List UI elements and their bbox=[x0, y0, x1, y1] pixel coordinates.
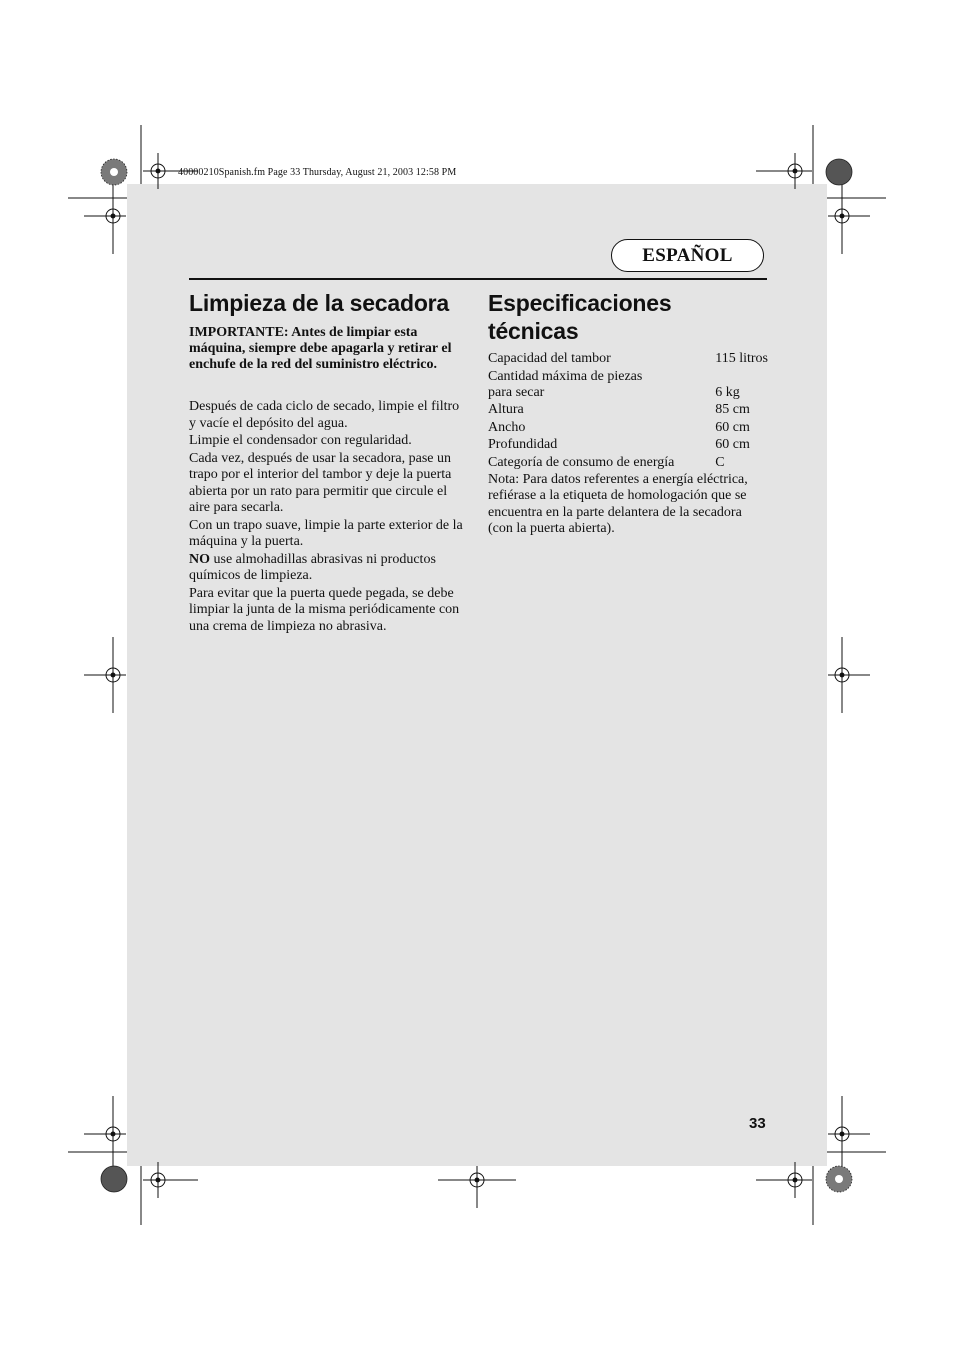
paragraph: NO use almohadillas abrasivas ni productos químicos de limpieza. bbox=[189, 551, 436, 583]
paragraph: Después de cada ciclo de secado, limpie el filtro y vacíe el depósito del agua. bbox=[189, 399, 460, 431]
spec-value: 60 cm bbox=[715, 419, 750, 435]
paragraph: Para evitar que la puerta quede pegada, se debe limpiar la junta de la misma periódicamente con una crema de limpieza no abrasiva. bbox=[189, 585, 460, 634]
spec-value: 6 kg bbox=[715, 384, 740, 400]
spec-table bbox=[488, 351, 768, 472]
spec-value: C bbox=[715, 454, 725, 470]
spec-label: Cantidad máxima de piezas para secar bbox=[488, 368, 643, 400]
table-row bbox=[488, 455, 768, 473]
paragraph: Limpie el condensador con regularidad. bbox=[189, 433, 412, 448]
page-number: 33 bbox=[749, 1115, 766, 1132]
section-title: Especificaciones técnicas bbox=[488, 290, 672, 344]
file-info-header: 40000210Spanish.fm Page 33 Thursday, August 21, 2003 12:58 PM bbox=[178, 167, 457, 178]
starburst-target-icon bbox=[101, 159, 127, 185]
spec-label: Altura bbox=[488, 402, 524, 417]
table-row bbox=[488, 369, 768, 403]
energy-note: Nota: Para datos referentes a energía eléctrica, refiérase a la etiqueta de homologación que se encuentra en la parte delantera de la secadora (con la puerta abierta). bbox=[488, 472, 748, 536]
spec-label: Profundidad bbox=[488, 437, 558, 452]
important-notice: IMPORTANTE: Antes de limpiar esta máquina, siempre debe apagarla y retirar el enchufe de la red del suministro eléctrico. bbox=[189, 325, 452, 372]
emphasis: NO bbox=[189, 551, 210, 567]
table-row bbox=[488, 437, 768, 455]
spec-value: 115 litros bbox=[715, 351, 768, 366]
spec-label: Categoría de consumo de energía bbox=[488, 454, 675, 470]
spec-label: Capacidad del tambor bbox=[488, 351, 611, 366]
paragraph: Cada vez, después de usar la secadora, pase un trapo por el interior del tambor y deje la puerta abierta por un rato para permitir que circule el aire para secarla. bbox=[189, 450, 452, 515]
paragraph: Con un trapo suave, limpie la parte exterior de la máquina y la puerta. bbox=[189, 517, 463, 549]
specifications-section bbox=[488, 289, 768, 551]
header-rule bbox=[189, 278, 767, 280]
spec-label: Ancho bbox=[488, 419, 526, 435]
table-row bbox=[488, 402, 768, 420]
spec-value: 85 cm bbox=[715, 402, 750, 417]
section-title: Limpieza de la secadora bbox=[189, 290, 450, 316]
language-badge: ESPAÑOL bbox=[611, 239, 764, 272]
table-row bbox=[488, 420, 768, 438]
table-row bbox=[488, 351, 768, 369]
cleaning-section bbox=[189, 289, 467, 636]
spec-value: 60 cm bbox=[715, 437, 750, 452]
